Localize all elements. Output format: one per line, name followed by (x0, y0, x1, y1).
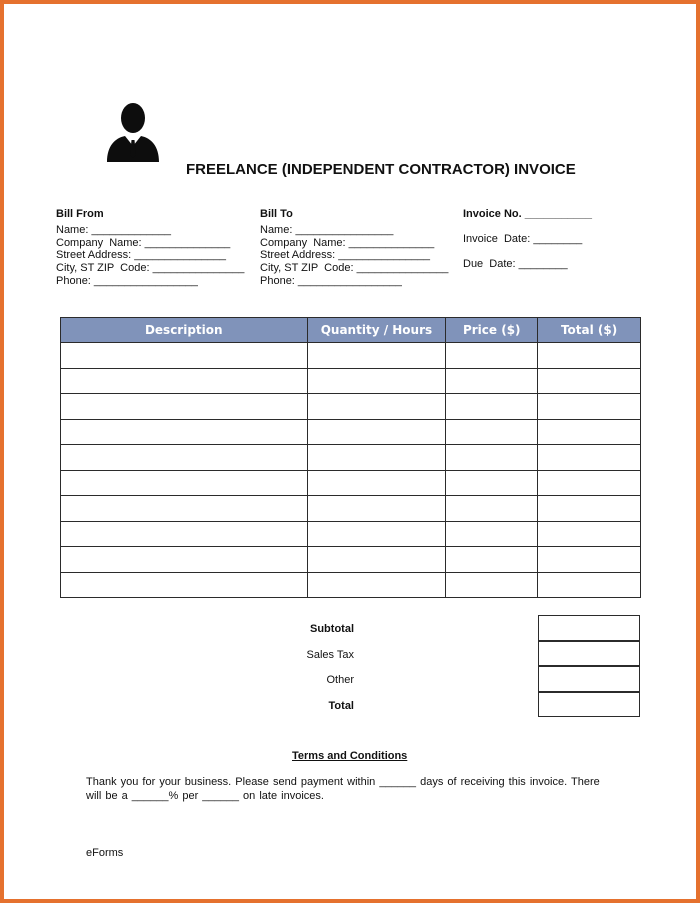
invoice-number: Invoice No. ___________ (463, 208, 593, 220)
bill-to-city: City, ST ZIP Code: _______________ (260, 262, 449, 275)
cell-total[interactable] (538, 496, 641, 522)
terms-heading: Terms and Conditions (292, 750, 408, 762)
cell-description[interactable] (61, 419, 308, 445)
table-body (61, 343, 641, 598)
bill-to-header: Bill To (260, 208, 293, 220)
column-header-total: Total ($) (538, 318, 641, 343)
cell-description[interactable] (61, 445, 308, 471)
column-header-quantity: Quantity / Hours (307, 318, 446, 343)
cell-quantity[interactable] (307, 368, 446, 394)
cell-total[interactable] (538, 394, 641, 420)
due-date: Due Date: ________ (463, 257, 568, 270)
cell-total[interactable] (538, 343, 641, 369)
terms-text: Thank you for your business. Please send payment within ______ days of receiving this invoice. There will be a ______% per ______ on late invoices. (86, 776, 600, 802)
cell-price[interactable] (446, 368, 538, 394)
table-row (61, 343, 641, 369)
cell-total[interactable] (538, 368, 641, 394)
bill-to-phone: Phone: _________________ (260, 274, 402, 287)
bill-from-street: Street Address: _______________ (56, 249, 227, 262)
cell-total[interactable] (538, 572, 641, 598)
cell-price[interactable] (446, 394, 538, 420)
cell-price[interactable] (446, 470, 538, 496)
cell-description[interactable] (61, 547, 308, 573)
bill-to-company: Company Name: ______________ (260, 236, 435, 249)
brand-footer: eForms (86, 847, 124, 859)
cell-price[interactable] (446, 496, 538, 522)
line-items-table (60, 317, 641, 598)
cell-total[interactable] (538, 445, 641, 471)
cell-total[interactable] (538, 521, 641, 547)
bill-from-phone: Phone: _________________ (56, 274, 198, 287)
cell-description[interactable] (61, 572, 308, 598)
bill-from-section (56, 208, 244, 288)
table-row (61, 470, 641, 496)
cell-price[interactable] (446, 547, 538, 573)
cell-price[interactable] (446, 343, 538, 369)
cell-quantity[interactable] (307, 394, 446, 420)
bill-from-name: Name: _____________ (56, 223, 171, 236)
cell-quantity[interactable] (307, 496, 446, 522)
cell-description[interactable] (61, 368, 308, 394)
column-header-price: Price ($) (446, 318, 538, 343)
cell-description[interactable] (61, 343, 308, 369)
table-row (61, 496, 641, 522)
table-header-row (61, 318, 641, 343)
total-field[interactable] (538, 692, 640, 718)
bill-from-company: Company Name: ______________ (56, 236, 231, 249)
cell-quantity[interactable] (307, 445, 446, 471)
cell-quantity[interactable] (307, 470, 446, 496)
cell-quantity[interactable] (307, 547, 446, 573)
page-title: FREELANCE (INDEPENDENT CONTRACTOR) INVOICE (186, 161, 576, 178)
bill-to-section (260, 208, 448, 288)
bill-to-name: Name: ________________ (260, 223, 394, 236)
table-row (61, 521, 641, 547)
cell-quantity[interactable] (307, 419, 446, 445)
cell-quantity[interactable] (307, 572, 446, 598)
bill-from-header: Bill From (56, 208, 104, 220)
cell-total[interactable] (538, 419, 641, 445)
table-row (61, 572, 641, 598)
cell-quantity[interactable] (307, 521, 446, 547)
bill-to-street: Street Address: _______________ (260, 249, 431, 262)
table-row (61, 368, 641, 394)
cell-price[interactable] (446, 572, 538, 598)
cell-description[interactable] (61, 496, 308, 522)
cell-description[interactable] (61, 521, 308, 547)
table-row (61, 547, 641, 573)
cell-price[interactable] (446, 419, 538, 445)
total-label: Total (328, 699, 354, 712)
sales-tax-field[interactable] (538, 641, 640, 667)
cell-quantity[interactable] (307, 343, 446, 369)
subtotal-field[interactable] (538, 615, 640, 641)
invoice-info-section (463, 208, 592, 270)
invoice-page (4, 4, 696, 899)
other-field[interactable] (538, 666, 640, 692)
table-row (61, 394, 641, 420)
cell-description[interactable] (61, 394, 308, 420)
bill-from-city: City, ST ZIP Code: _______________ (56, 262, 245, 275)
cell-total[interactable] (538, 470, 641, 496)
other-label: Other (326, 674, 354, 686)
person-icon (105, 102, 161, 162)
cell-total[interactable] (538, 547, 641, 573)
cell-price[interactable] (446, 445, 538, 471)
column-header-description: Description (61, 318, 308, 343)
cell-price[interactable] (446, 521, 538, 547)
subtotal-label: Subtotal (310, 623, 354, 635)
invoice-date: Invoice Date: ________ (463, 232, 583, 245)
table-row (61, 419, 641, 445)
cell-description[interactable] (61, 470, 308, 496)
sales-tax-label: Sales Tax (306, 648, 354, 661)
table-row (61, 445, 641, 471)
